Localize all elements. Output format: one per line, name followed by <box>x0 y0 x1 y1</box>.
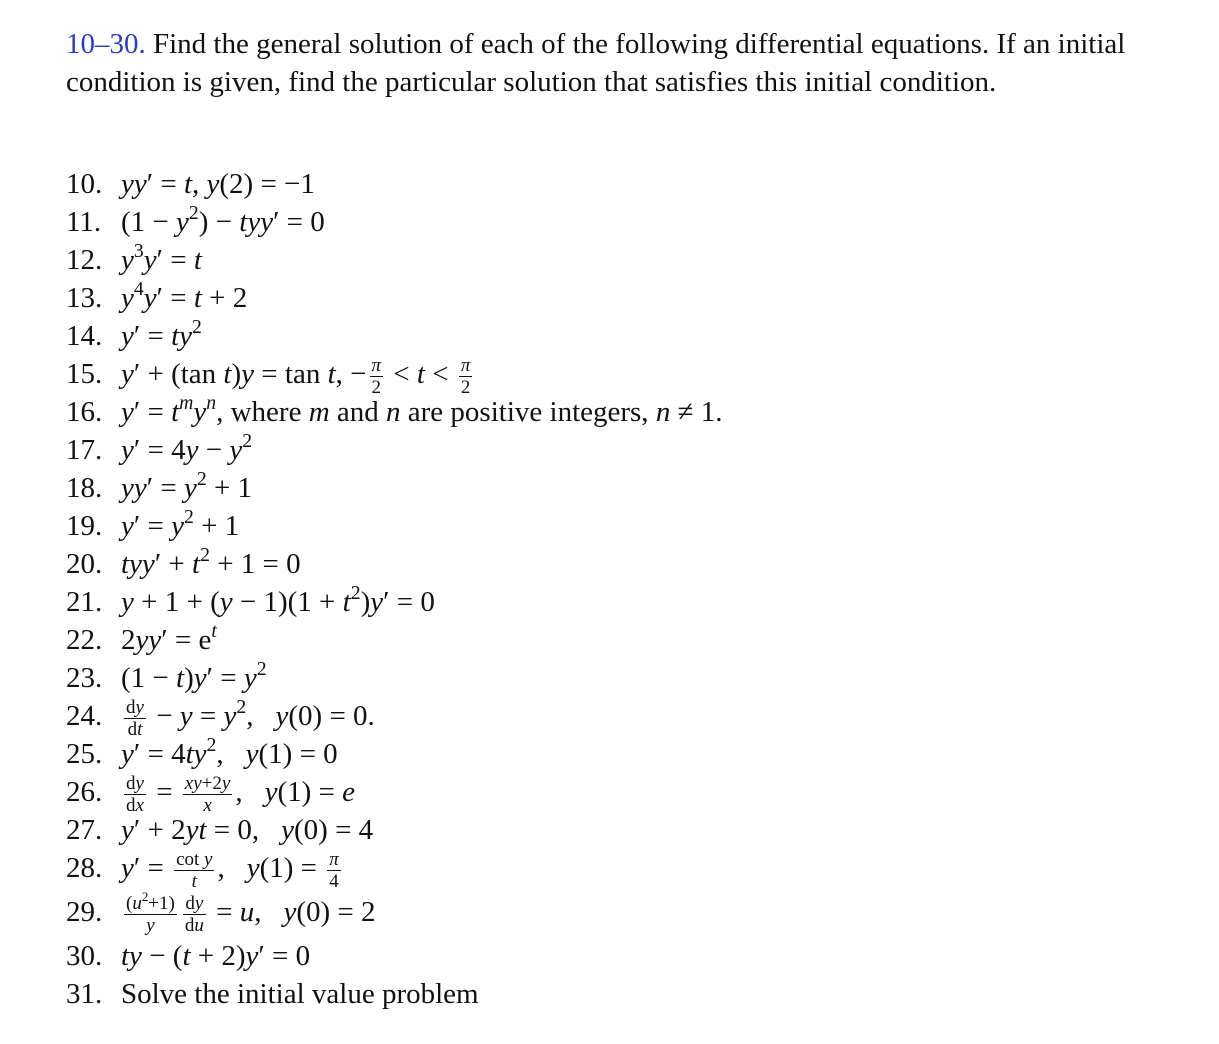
equation: $\frac{dy}{dx}$ = $\frac{xy+2y}{x}$ , y(1) = e <box>126 772 355 816</box>
problem-number: 24. <box>66 700 103 732</box>
problem-number: 23. <box>66 662 103 694</box>
problem-number: 17. <box>66 434 103 466</box>
problem-12 <box>66 241 202 279</box>
problem-number: 31. <box>66 978 103 1010</box>
equation: $y' = ty^2$ <box>121 315 202 352</box>
equation: y′ = $\frac{\text{cot y}}{t}$ , y(1) = $\frac{\pi}{4}$ <box>121 848 339 892</box>
problem-20 <box>66 545 301 583</box>
problem-22 <box>66 621 217 659</box>
equation: $(1 - y^2) - tyy' = 0$ <box>121 201 325 238</box>
problem-31 <box>66 975 479 1013</box>
equation: $yy' = y^2 + 1$ <box>121 467 253 504</box>
problem-19 <box>66 507 239 545</box>
equation: $y' = y^2 + 1$ <box>121 505 240 542</box>
problem-16 <box>66 393 722 431</box>
equation: $y' = 4y - y^2$ <box>121 429 253 466</box>
problem-number: 11. <box>66 206 102 238</box>
problem-number: 20. <box>66 548 103 580</box>
problem-17 <box>66 431 252 469</box>
problem-number: 18. <box>66 472 103 504</box>
equation: ty − (t + 2)y′ = 0 <box>121 940 311 972</box>
problem-number: 25. <box>66 738 103 770</box>
equation: $y + 1 + (y - 1)(1 + t^2)y' = 0$ <box>121 581 435 618</box>
problem-15 <box>66 354 475 398</box>
problem-14 <box>66 317 202 355</box>
problem-text: Solve the initial value problem <box>121 978 479 1010</box>
problem-number: 12. <box>66 244 103 276</box>
equation: $\frac{dy}{dt}$ − $y = y^2$, y(0) = 0. <box>126 695 375 740</box>
problem-10 <box>66 165 315 203</box>
instructions-paragraph <box>66 26 1156 101</box>
problem-18 <box>66 469 252 507</box>
problem-number: 26. <box>66 776 103 808</box>
problem-number: 14. <box>66 320 103 352</box>
equation: $tyy' + t^2 + 1 = 0$ <box>121 543 301 580</box>
problem-30 <box>66 937 310 975</box>
instructions-text: Find the general solution of each of the following differential equations. If an initial condition is given, find the particular solution that satisfies this initial condition. <box>66 28 1126 98</box>
equation: $y' = 4ty^2$, y(1) = 0 <box>121 733 338 770</box>
problem-number: 10. <box>66 168 103 200</box>
problem-number: 28. <box>66 852 103 884</box>
problem-number: 15. <box>66 358 103 390</box>
problem-27 <box>66 811 373 849</box>
problem-25 <box>66 735 338 773</box>
equation: $(1 - t)y' = y^2$ <box>121 657 267 694</box>
problem-21 <box>66 583 435 621</box>
problem-number: 21. <box>66 586 103 618</box>
problem-number: 16. <box>66 396 103 428</box>
problem-number: 19. <box>66 510 103 542</box>
problem-number: 27. <box>66 814 103 846</box>
equation: $\frac{(u^2+1)}{y}$ $\frac{dy}{du}$ = u, y(0) = 2 <box>126 888 376 936</box>
problem-number: 13. <box>66 282 103 314</box>
equation: y′ + (tan t)y = tan t, − $\frac{\pi}{2}$ < t < $\frac{\pi}{2}$ <box>121 354 471 398</box>
equation: $y^3y' = t$ <box>121 239 202 276</box>
problem-number: 29. <box>66 896 103 928</box>
equation: $y^4y' = t + 2$ <box>121 277 248 314</box>
exercise-range: 10–30. <box>66 28 146 60</box>
problem-number: 30. <box>66 940 103 972</box>
equation: $2yy' = e^t$ <box>121 619 217 656</box>
equation: yy′ = t, y(2) = −1 <box>121 168 315 200</box>
problem-29 <box>66 888 376 936</box>
problem-28 <box>66 848 344 892</box>
problem-number: 22. <box>66 624 103 656</box>
equation: y′ + 2yt = 0, y(0) = 4 <box>121 814 374 846</box>
equation: $y' = t^my^n$, where m and n are positive integers, n ≠ 1. <box>121 391 723 428</box>
problem-13 <box>66 279 247 317</box>
problem-26 <box>66 772 355 816</box>
problem-24 <box>66 695 375 740</box>
problem-23 <box>66 659 267 697</box>
problem-11 <box>66 203 325 241</box>
